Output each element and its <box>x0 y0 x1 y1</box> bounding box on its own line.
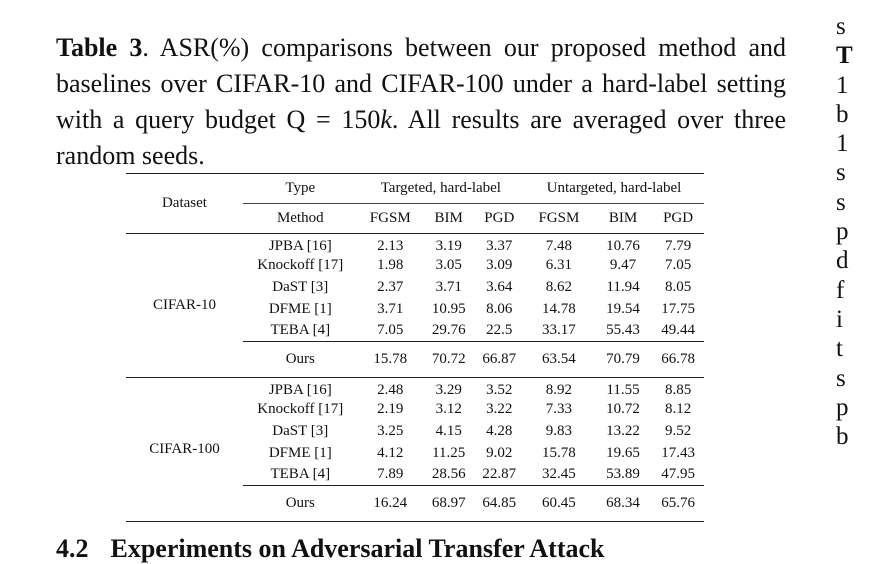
value-cell: 70.79 <box>594 341 652 377</box>
method-cell: JPBA [16] <box>268 238 332 255</box>
adjacent-column-line: b <box>836 100 849 128</box>
method-cell: DFME [1] <box>268 444 332 461</box>
value-cell: 29.76 <box>431 321 466 338</box>
value-cell: 9.52 <box>664 422 692 439</box>
value-cell: 68.97 <box>423 485 475 521</box>
header-untargeted: Untargeted, hard-label <box>524 174 704 204</box>
section-heading <box>56 534 604 564</box>
value-cell: 22.5 <box>486 321 513 338</box>
value-cell: 3.22 <box>486 401 513 418</box>
value-cell: 4.12 <box>377 444 404 461</box>
header-targeted: Targeted, hard-label <box>358 174 524 204</box>
value-cell: 3.71 <box>377 300 404 317</box>
value-cell: 11.55 <box>606 382 640 399</box>
value-cell: 2.19 <box>377 401 404 418</box>
value-cell: 7.79 <box>664 238 692 255</box>
value-cell: 3.37 <box>486 238 513 255</box>
value-cell: 8.12 <box>664 401 692 418</box>
value-cell: 7.48 <box>545 238 573 255</box>
value-cell: 66.78 <box>652 341 704 377</box>
table-row <box>126 234 704 256</box>
value-cell: 2.48 <box>377 382 404 399</box>
results-table <box>126 173 704 522</box>
value-cell: 10.72 <box>606 401 640 418</box>
value-cell: 3.05 <box>435 257 462 274</box>
value-cell: 3.71 <box>435 278 462 295</box>
adjacent-column-line: s <box>836 13 846 40</box>
value-cell: 14.78 <box>542 300 576 317</box>
adjacent-column-line: p <box>836 393 849 421</box>
method-cell: Ours <box>243 341 358 377</box>
adjacent-column-line: 1 <box>836 71 849 99</box>
value-cell: 3.29 <box>435 382 462 399</box>
table-caption <box>56 30 786 174</box>
value-cell: 3.12 <box>435 401 462 418</box>
value-cell: 55.43 <box>606 321 640 338</box>
adjacent-column-line: d <box>836 247 849 275</box>
value-cell: 11.94 <box>606 278 640 295</box>
value-cell: 60.45 <box>524 485 594 521</box>
dataset-label: CIFAR-100 <box>149 440 220 457</box>
value-cell: 53.89 <box>606 465 640 482</box>
value-cell: 47.95 <box>661 465 695 482</box>
value-cell: 7.05 <box>377 321 404 338</box>
adjacent-column-text <box>836 12 876 451</box>
method-cell: DFME [1] <box>268 300 332 317</box>
section-number: 4.2 <box>56 534 89 563</box>
header-dataset: Dataset <box>161 195 207 211</box>
header-col-bim: BIM <box>434 210 463 226</box>
value-cell: 22.87 <box>482 465 517 482</box>
value-cell: 10.95 <box>431 300 466 317</box>
value-cell: 1.98 <box>377 257 404 274</box>
value-cell: 19.54 <box>606 300 640 317</box>
method-cell: TEBA [4] <box>270 465 331 482</box>
value-cell: 6.31 <box>545 257 573 274</box>
value-cell: 4.15 <box>435 422 462 439</box>
caption-label: Table 3 <box>56 33 143 62</box>
method-cell: TEBA [4] <box>270 321 331 338</box>
value-cell: 3.25 <box>377 422 404 439</box>
adjacent-column-line: t <box>836 335 843 363</box>
value-cell: 3.19 <box>435 238 462 255</box>
value-cell: 3.52 <box>486 382 513 399</box>
value-cell: 70.72 <box>423 341 475 377</box>
method-cell: Knockoff [17] <box>257 257 344 274</box>
value-cell: 15.78 <box>542 444 576 461</box>
value-cell: 68.34 <box>594 485 652 521</box>
header-col-fgsm: FGSM <box>369 210 411 226</box>
adjacent-column-line: p <box>836 218 849 246</box>
table-row <box>126 377 704 399</box>
caption-budget: 150 <box>341 105 381 134</box>
value-cell: 32.45 <box>542 465 576 482</box>
adjacent-column-line: i <box>836 305 843 333</box>
value-cell: 7.05 <box>664 257 692 274</box>
value-cell: 4.28 <box>486 422 513 439</box>
method-cell: DaST [3] <box>272 278 329 295</box>
caption-text-1: . ASR(%) comparisons between our proposed method and baselines over CIFAR-10 and CIFAR-100 under a hard-label setting with a query budget Q = <box>56 33 786 134</box>
method-cell: DaST [3] <box>272 422 329 439</box>
value-cell: 63.54 <box>524 341 594 377</box>
header-method: Method <box>276 210 324 226</box>
caption-text-2: . All results are averaged over three random seeds. <box>56 105 787 170</box>
method-cell: Ours <box>243 485 358 521</box>
header-col-fgsm: FGSM <box>538 210 580 226</box>
value-cell: 7.89 <box>377 465 404 482</box>
method-cell: Knockoff [17] <box>257 401 344 418</box>
adjacent-column-line: 1 <box>836 130 849 158</box>
value-cell: 16.24 <box>358 485 423 521</box>
method-cell: JPBA [16] <box>268 382 332 399</box>
header-type: Type <box>243 174 358 204</box>
value-cell: 11.25 <box>432 444 466 461</box>
adjacent-column-line: s <box>836 188 846 216</box>
adjacent-column-line: T <box>836 42 853 70</box>
value-cell: 28.56 <box>431 465 466 482</box>
value-cell: 13.22 <box>606 422 640 439</box>
value-cell: 15.78 <box>358 341 423 377</box>
value-cell: 8.92 <box>545 382 573 399</box>
value-cell: 2.13 <box>377 238 404 255</box>
value-cell: 66.87 <box>475 341 524 377</box>
value-cell: 10.76 <box>606 238 640 255</box>
header-col-pgd: PGD <box>484 210 515 226</box>
value-cell: 8.06 <box>486 300 513 317</box>
adjacent-column-line: s <box>836 364 846 392</box>
header-col-pgd: PGD <box>663 210 694 226</box>
adjacent-column-line: b <box>836 423 849 451</box>
value-cell: 17.75 <box>661 300 695 317</box>
value-cell: 64.85 <box>475 485 524 521</box>
value-cell: 9.02 <box>486 444 513 461</box>
value-cell: 3.64 <box>486 278 513 295</box>
value-cell: 65.76 <box>652 485 704 521</box>
value-cell: 9.47 <box>609 257 637 274</box>
value-cell: 17.43 <box>661 444 695 461</box>
value-cell: 8.05 <box>664 278 692 295</box>
caption-budget-unit: k <box>380 105 392 134</box>
value-cell: 8.85 <box>664 382 692 399</box>
value-cell: 33.17 <box>542 321 576 338</box>
value-cell: 7.33 <box>545 401 573 418</box>
value-cell: 49.44 <box>661 321 695 338</box>
dataset-label: CIFAR-10 <box>152 296 216 313</box>
adjacent-column-line: s <box>836 159 846 187</box>
value-cell: 19.65 <box>606 444 640 461</box>
section-title: Experiments on Adversarial Transfer Attack <box>110 534 605 563</box>
value-cell: 9.83 <box>545 422 573 439</box>
value-cell: 3.09 <box>486 257 513 274</box>
adjacent-column-line: f <box>836 276 845 304</box>
value-cell: 2.37 <box>377 278 404 295</box>
header-col-bim: BIM <box>608 210 638 226</box>
value-cell: 8.62 <box>545 278 573 295</box>
